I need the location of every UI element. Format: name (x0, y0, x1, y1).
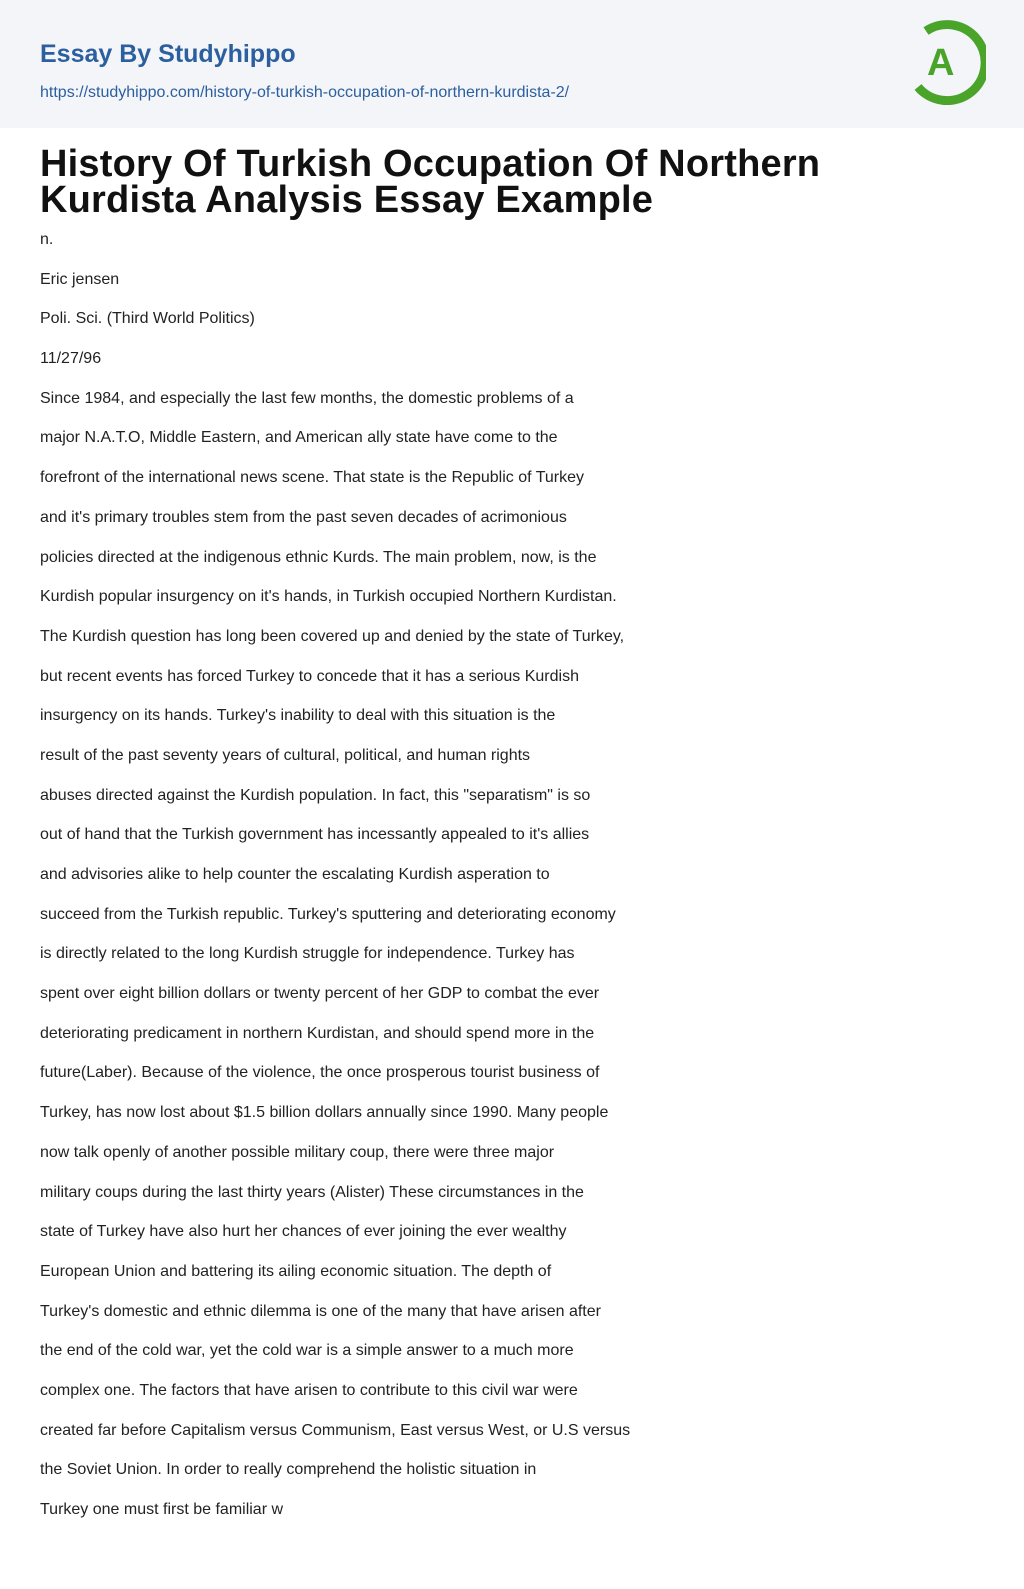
body-line: abuses directed against the Kurdish population. In fact, this "separatism" is so (40, 786, 591, 804)
body-line: the end of the cold war, yet the cold war is a simple answer to a much more (40, 1342, 574, 1360)
body-line: The Kurdish question has long been covered up and denied by the state of Turkey, (40, 627, 625, 645)
body-line: succeed from the Turkish republic. Turkey's sputtering and deteriorating economy (40, 905, 616, 923)
body-line: major N.A.T.O, Middle Eastern, and American ally state have come to the (40, 429, 558, 447)
body-line: now talk openly of another possible military coup, there were three major (40, 1143, 555, 1161)
source-url-link[interactable]: https://studyhippo.com/history-of-turkish-occupation-of-northern-kurdista-2/ (40, 84, 570, 101)
body-line: result of the past seventy years of cultural, political, and human rights (40, 746, 531, 764)
site-header (0, 0, 1024, 128)
body-line: and advisories alike to help counter the escalating Kurdish asperation to (40, 866, 550, 883)
page-title: History Of Turkish Occupation Of Northern Kurdista Analysis Essay Example (40, 143, 821, 221)
body-line: Turkey one must first be familiar w (40, 1501, 284, 1518)
course-line: Poli. Sci. (Third World Politics) (40, 310, 255, 328)
body-line: Turkey's domestic and ethnic dilemma is one of the many that have arisen after (40, 1302, 601, 1320)
body-line: forefront of the international news scene. That state is the Republic of Turkey (40, 469, 585, 487)
body-line: created far before Capitalism versus Communism, East versus West, or U.S versus (40, 1421, 631, 1439)
body-line: spent over eight billion dollars or twenty percent of her GDP to combat the ever (40, 985, 600, 1003)
body-line: deteriorating predicament in northern Kurdistan, and should spend more in the (40, 1024, 595, 1042)
body-line: Turkey, has now lost about $1.5 billion dollars annually since 1990. Many people (40, 1104, 609, 1122)
body-line: the Soviet Union. In order to really comprehend the holistic situation in (40, 1461, 537, 1479)
body-line: military coups during the last thirty years (Alister) These circumstances in the (40, 1183, 584, 1201)
essay-text (40, 220, 984, 1530)
author-line: Eric jensen (40, 270, 120, 288)
studyhippo-logo-icon[interactable] (908, 17, 986, 105)
body-line: European Union and battering its ailing economic situation. The depth of (40, 1262, 552, 1280)
body-line: insurgency on its hands. Turkey's inability to deal with this situation is the (40, 707, 556, 725)
meta-line: n. (40, 231, 54, 248)
brand-title[interactable]: Essay By Studyhippo (40, 40, 296, 68)
body-line: Since 1984, and especially the last few months, the domestic problems of a (40, 389, 574, 407)
essay-content (40, 143, 984, 1530)
body-line: Kurdish popular insurgency on it's hands, in Turkish occupied Northern Kurdistan. (40, 588, 617, 606)
body-line: policies directed at the indigenous ethnic Kurds. The main problem, now, is the (40, 548, 597, 566)
body-line: state of Turkey have also hurt her chances of ever joining the ever wealthy (40, 1223, 567, 1241)
body-line: future(Laber). Because of the violence, the once prosperous tourist business of (40, 1064, 600, 1082)
body-line: complex one. The factors that have arisen to contribute to this civil war were (40, 1381, 578, 1399)
body-line: but recent events has forced Turkey to concede that it has a serious Kurdish (40, 667, 579, 685)
body-line: out of hand that the Turkish government has incessantly appealed to it's allies (40, 826, 590, 844)
logo-letter: A (927, 42, 955, 84)
body-line: and it's primary troubles stem from the past seven decades of acrimonious (40, 508, 567, 526)
date-line: 11/27/96 (40, 350, 102, 368)
body-line: is directly related to the long Kurdish struggle for independence. Turkey has (40, 945, 575, 963)
